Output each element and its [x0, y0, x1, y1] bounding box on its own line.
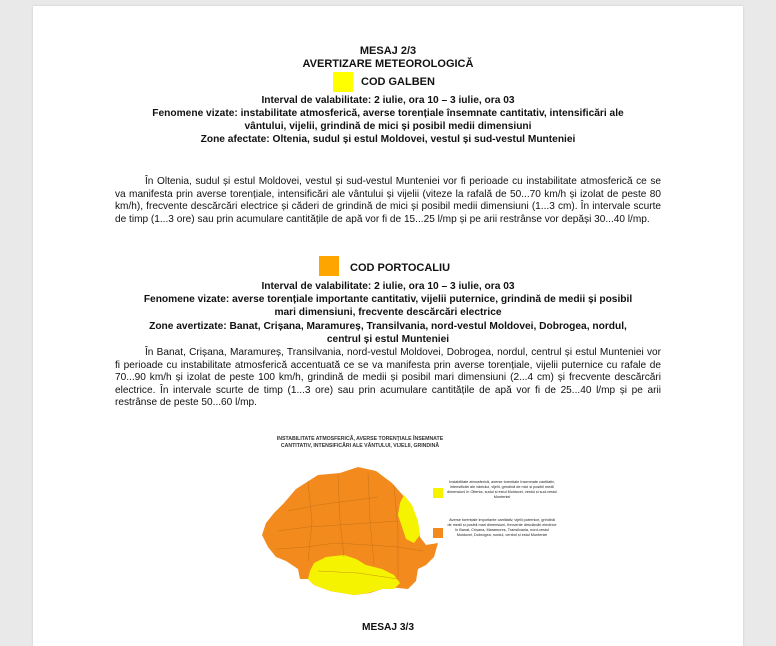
yellow-phenomena-line2: vântului, vijelii, grindină de mici și posibil medii dimensiuni [244, 121, 532, 132]
legend-orange-text: Averse torențiale importante cantitativ, vijelii puternice, grindină de medii și posibil mari dimensiuni, frecvente descărcări electrice în Banat, Crișana, Maramureș, Transilvania, nord-vestul Moldovei, Dobrogea, nordul, centrul și estul Munteniei [447, 518, 557, 537]
orange-zones-line1: Zone avertizate: Banat, Crișana, Maramureș, Transilvania, nord-vestul Moldovei, Dobrogea, nordul, [149, 321, 627, 332]
yellow-validity: Interval de valabilitate: 2 iulie, ora 10 – 3 iulie, ora 03 [261, 95, 515, 106]
romania-warning-map [258, 461, 438, 601]
orange-validity: Interval de valabilitate: 2 iulie, ora 10 – 3 iulie, ora 03 [261, 281, 515, 292]
yellow-code-label: COD GALBEN [361, 76, 435, 88]
yellow-paragraph-text: În Oltenia, sudul și estul Moldovei, vestul și sud-vestul Munteniei vor fi perioade cu instabilitate atmosferică ce se va manifesta prin averse torențiale, intensificări ale vântului și vijelii (viteze la rafală de 50...70 km/h și izolat de peste 80 km/h), frecvente descărcări electrice și căderi de grindină de mici și posibil medii dimensiuni (1...3 cm). În intervale scurte de timp (1...3 ore) sau prin acumulare cantitățile de apă vor fi de 15...25 l/mp și pe arii restrânse vor depăși 30...40 l/mp. [115, 176, 661, 225]
orange-zones-line2: centrul și estul Munteniei [326, 334, 450, 345]
orange-code-swatch [319, 256, 339, 276]
map-title [233, 436, 487, 450]
orange-phenomena-line1: Fenomene vizate: averse torențiale importante cantitativ, vijelii puternice, grindină de medii și posibil [143, 294, 633, 305]
yellow-zones: Zone afectate: Oltenia, sudul și estul Moldovei, vestul și sud-vestul Munteniei [200, 134, 576, 145]
orange-code-label: COD PORTOCALIU [350, 262, 451, 274]
next-message-number: MESAJ 3/3 [361, 622, 415, 633]
map-title-line2: CANTITATIV, INTENSIFICĂRI ALE VÂNTULUI, VIJELII, GRINDINĂ [280, 443, 440, 449]
yellow-code-swatch [333, 72, 353, 92]
message-number: MESAJ 2/3 [359, 45, 417, 57]
yellow-phenomena-line1: Fenomene vizate: instabilitate atmosferică, averse torențiale însemnate cantitativ, intensificări ale [152, 108, 624, 119]
yellow-paragraph [115, 176, 661, 226]
map-title-line1: INSTABILITATE ATMOSFERICĂ, AVERSE TORENȚIALE ÎNSEMNATE [276, 436, 444, 442]
document-page [33, 6, 743, 646]
orange-paragraph [115, 347, 661, 410]
legend-orange-swatch [433, 528, 443, 538]
legend-yellow-swatch [433, 488, 443, 498]
legend-yellow-text: Instabilitate atmosferică, averse torențiale însemnate cantitativ, intensificări ale vântului, vijelii, grindină de mici și posibil medii dimensiuni în Oltenia, sudul și estul Moldovei, vestul și sud-vestul Munteniei [447, 480, 557, 499]
orange-paragraph-text: În Banat, Crișana, Maramureș, Transilvania, nord-vestul Moldovei, Dobrogea, nordul, centrul și estul Munteniei vor fi perioade cu instabilitate atmosferică accentuată ce se va manifesta prin averse torențiale, vijelii puternice cu rafale de 70...90 km/h și izolat de peste 100 km/h, grindină de medii și posibil mari dimensiuni (2...4 cm) și frecvente descărcări electrice. În intervale scurte de timp (1...3 ore) sau prin acumulare cantitățile de apă vor fi de 25...40 l/mp și pe arii restrânse de peste 50...60 l/mp. [115, 347, 661, 409]
orange-phenomena-line2: mari dimensiuni, frecvente descărcări electrice [274, 307, 502, 318]
document-title: AVERTIZARE METEOROLOGICĂ [302, 58, 474, 70]
